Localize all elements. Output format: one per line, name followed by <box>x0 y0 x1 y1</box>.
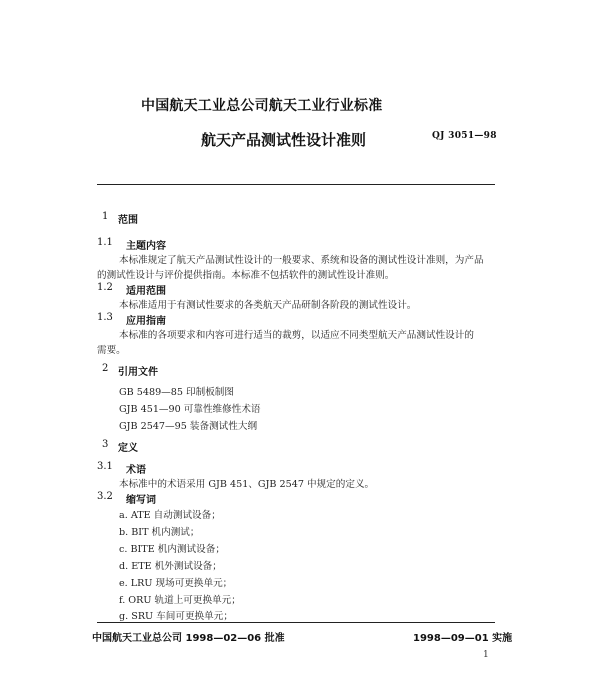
reference-item: GJB 2547—95 装备测试性大纲 <box>119 421 258 432</box>
abbreviation-item: f. ORU 轨道上可更换单元； <box>119 595 241 606</box>
section-2-number: 2 <box>102 363 109 374</box>
abbreviation-item: g. SRU 车间可更换单元； <box>119 611 233 622</box>
section-2-heading: 引用文件 <box>118 367 158 378</box>
reference-item: GJB 451—90 可靠性维修性术语 <box>119 404 261 415</box>
abbreviation-item: b. BIT 机内测试； <box>119 527 200 538</box>
section-1-3-heading: 应用指南 <box>126 316 166 327</box>
abbreviation-item: e. LRU 现场可更换单元； <box>119 578 233 589</box>
section-1-3-number: 1.3 <box>97 312 113 323</box>
approval-line: 中国航天工业总公司 1998—02—06 批准 <box>92 633 285 644</box>
section-1-1-heading: 主题内容 <box>126 241 166 252</box>
header-divider <box>97 184 495 185</box>
section-1-2-number: 1.2 <box>97 282 113 293</box>
section-3-heading: 定义 <box>118 443 138 454</box>
section-1-2-heading: 适用范围 <box>126 286 166 297</box>
footer-divider <box>97 622 495 623</box>
abbreviation-item: c. BITE 机内测试设备； <box>119 544 225 555</box>
section-3-1-text-line-1: 本标准中的术语采用 GJB 451、GJB 2547 中规定的定义。 <box>119 479 375 490</box>
section-3-number: 3 <box>102 439 109 450</box>
section-3-1-number: 3.1 <box>97 461 113 472</box>
section-1-number: 1 <box>102 211 109 222</box>
section-3-2-number: 3.2 <box>97 491 113 502</box>
section-1-3-text-line-2: 需要。 <box>97 345 126 356</box>
section-3-1-heading: 术语 <box>126 465 146 476</box>
page-number: 1 <box>483 650 489 660</box>
section-3-2-heading: 缩写词 <box>126 495 156 506</box>
section-1-3-text-line-1: 本标准的各项要求和内容可进行适当的裁剪，以适应不同类型航天产品测试性设计的 <box>119 330 474 341</box>
section-1-1-text-line-2: 的测试性设计与评价提供指南。本标准不包括软件的测试性设计准则。 <box>97 270 395 281</box>
section-1-1-text-line-1: 本标准规定了航天产品测试性设计的一般要求、系统和设备的测试性设计准则，为产品 <box>119 255 484 266</box>
standard-number: QJ 3051—98 <box>432 131 497 141</box>
section-1-heading: 范围 <box>118 215 138 226</box>
section-1-2-text-line-1: 本标准适用于有测试性要求的各类航天产品研制各阶段的测试性设计。 <box>119 300 417 311</box>
effective-date: 1998—09—01 实施 <box>413 633 513 644</box>
standard-organization: 中国航天工业总公司航天工业行业标准 <box>141 98 383 114</box>
abbreviation-item: a. ATE 自动测试设备； <box>119 510 221 521</box>
reference-item: GB 5489—85 印制板制图 <box>119 387 234 398</box>
abbreviation-item: d. ETE 机外测试设备； <box>119 561 222 572</box>
document-title: 航天产品测试性设计准则 <box>201 131 367 149</box>
section-1-1-number: 1.1 <box>97 237 113 248</box>
